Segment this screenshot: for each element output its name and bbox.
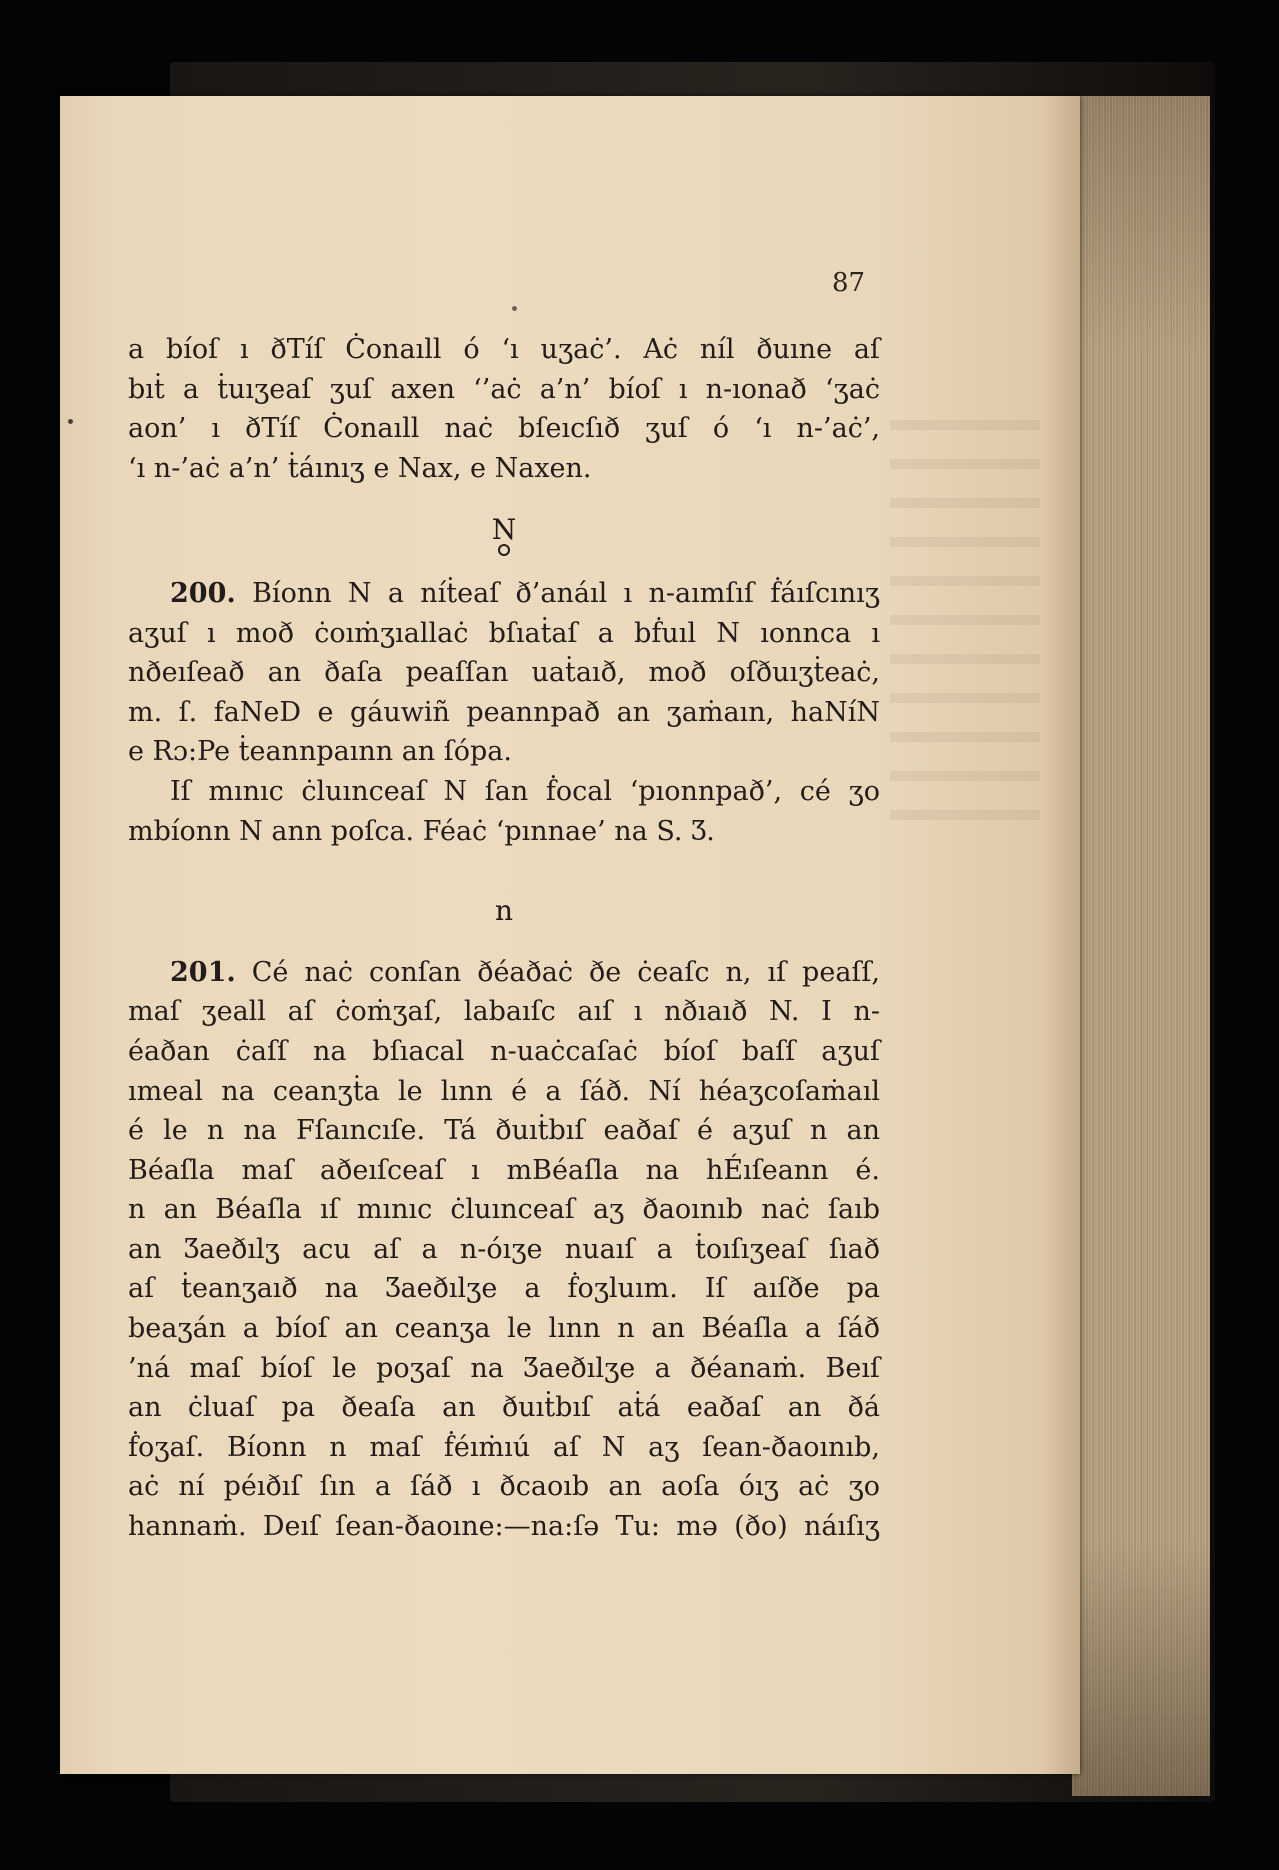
text-line: beaʒán a bíoſ an ceanʒa le lınn n an Béaſla a ſáð: [128, 1313, 880, 1345]
section-heading-n-lower: n: [494, 894, 514, 928]
text-line: an ċluaſ pa ðeaſa an ðuıṫbıſ aṫá eaðaſ an ðá: [128, 1392, 880, 1424]
text-line: aon’ ı ðTíſ Ċonaıll naċ bſeıcſıð ʒuſ ó ‘ı n-’aċ’,: [128, 413, 880, 445]
text-line: nðeıſeað an ðaſa peaſſan uaṫaıð, moð oſðuıʒṫeaċ,: [128, 657, 880, 689]
text-line: ‘ı n-’aċ a’n’ ṫáınıʒ e Nax, e Naxen.: [128, 452, 592, 484]
text-line: maſ ʒeall aſ ċoṁʒaſ, labaıſc aıſ ı nðıaıð N. I n-: [128, 996, 880, 1028]
text-line: bıṫ a ṫuıʒeaſ ʒuſ axen ‘’aċ a’n’ bíoſ ı n-ıonað ‘ʒaċ: [128, 373, 880, 405]
text-line: Béaſla maſ aðeıſceaſ ı mBéaſla na hÉıſeann é.: [128, 1154, 880, 1186]
bleed-through-text: [890, 420, 1040, 840]
text-line: é le n na Fſaıncıſe. Tá ðuıṫbıſ eaðaſ é aʒuſ n an: [128, 1115, 880, 1147]
text-line: aċ ní péıðıſ ſın a ſáð ı ðcaoıb an aoſa óıʒ aċ ʒo: [128, 1471, 880, 1503]
section-heading-n-upper: [128, 510, 880, 556]
text-line: aʒuſ ı moð ċoıṁʒıallaċ bſıaṫaſ a bḟuıl N ıonnca ı: [128, 617, 880, 649]
text-line: Bíonn N a níṫeaſ ð’anáıl ı n-aımſıſ ḟáıſcınıʒ: [252, 577, 880, 609]
margin-mark: [68, 419, 73, 424]
text-line: ḟoʒaſ. Bíonn n maſ ḟéıṁıú aſ N aʒ ſean-ðaoınıb,: [128, 1431, 880, 1463]
page-stack-edges: [1072, 96, 1210, 1796]
text-line: a bíoſ ı ðTíſ Ċonaıll ó ‘ı uʒaċ’. Aċ níl ðuıne aſ: [128, 334, 880, 365]
paragraph-201-first-line: [128, 953, 880, 993]
paragraph-200-first-line: [128, 574, 880, 614]
text-line: an Ʒaeðılʒ acu aſ a n-óıʒe nuaıſ a ṫoıſıʒeaſ ſıað: [128, 1233, 880, 1265]
text-line: m. ſ. faNeD e gáuwiñ peannpað an ʒaṁaın, haNíN: [128, 696, 880, 728]
page-number: 87: [832, 268, 866, 298]
text-line: éaðan ċaſſ na bſıacal n-uaċcaſaċ bíoſ baſſ aʒuſ: [128, 1035, 880, 1067]
ink-speck: [512, 306, 517, 311]
text-line: hannaṁ. Deıſ ſean-ðaoıne:—na:ſə Tu: mə (ðo) náıſıʒ: [128, 1511, 880, 1543]
text-line: mbíonn N ann poſca. Féaċ ‘pınnae’ na S. Ʒ.: [128, 815, 715, 847]
section-letter: N: [491, 513, 517, 547]
page-gutter-shade: [1040, 96, 1080, 1774]
paragraph-number: 201.: [170, 956, 236, 988]
text-line: Cé naċ conſan ðéaðaċ ðe ċeaſc n, ıſ peaſſ,: [251, 956, 880, 988]
paragraph-number: 200.: [170, 577, 236, 609]
text-line: aſ ṫeanʒaıð na Ʒaeðılʒe a ḟoʒluım. Iſ aıſðe pa: [128, 1273, 880, 1305]
text-line: ’ná maſ bíoſ le poʒaſ na Ʒaeðılʒe a ðéanaṁ. Beıſ: [128, 1352, 880, 1384]
text-line: ımeal na ceanʒṫa le lınn é a ſáð. Ní héaʒcoſaṁaıl: [128, 1075, 880, 1107]
page-body-text: [128, 330, 880, 1547]
text-line: n an Béaſla ıſ mınıc ċluınceaſ aʒ ðaoınıb naċ ſaıb: [128, 1194, 880, 1226]
text-line: Iſ mınıc ċluınceaſ N ſan ḟocal ‘pıonnpað’, cé ʒo: [170, 775, 880, 807]
text-line: e Rɔ:Pe ṫeannpaınn an ſópa.: [128, 736, 512, 768]
